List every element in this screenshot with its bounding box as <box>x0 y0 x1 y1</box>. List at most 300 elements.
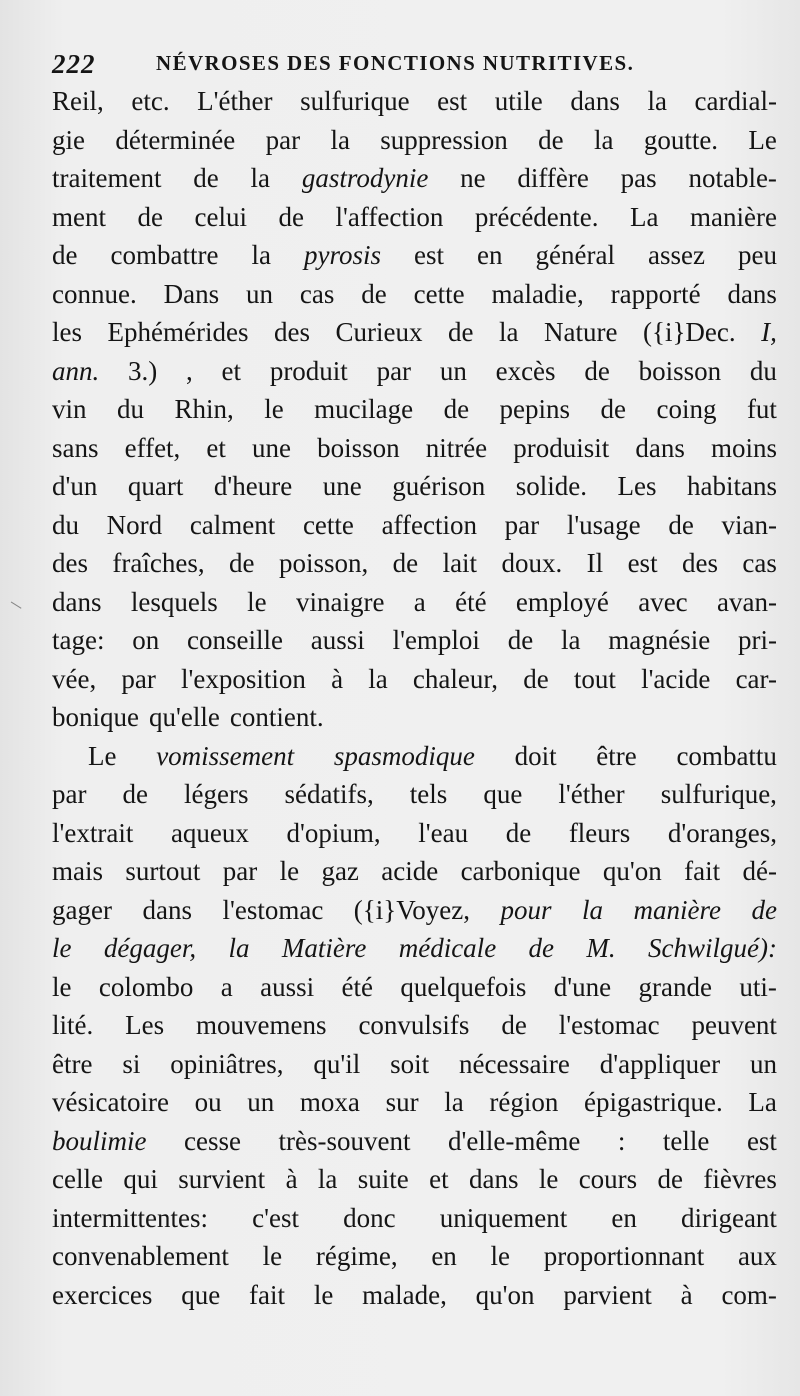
word: et <box>206 432 226 463</box>
word: on <box>132 625 160 655</box>
word: uniquement <box>439 1202 568 1233</box>
word: a <box>220 971 233 1002</box>
word: ne <box>460 163 486 193</box>
word: de <box>668 509 694 540</box>
word: fait <box>684 856 721 886</box>
word: que <box>181 1279 221 1310</box>
word: vinaigre <box>295 586 385 617</box>
word: l'affection <box>335 201 444 232</box>
word: la <box>581 894 603 925</box>
word: moins <box>710 432 777 463</box>
word: aussi <box>260 971 315 1002</box>
word: car- <box>735 663 777 694</box>
word: d'un <box>52 471 98 501</box>
word: des <box>273 317 310 347</box>
body-text <box>52 82 777 1314</box>
word: maladie, <box>491 278 584 309</box>
word: de <box>657 1164 684 1194</box>
word: le <box>538 1164 559 1194</box>
word: tage: <box>52 625 105 655</box>
word: qu'on <box>602 856 662 886</box>
word: ment <box>52 201 106 232</box>
text-line <box>52 583 777 622</box>
word: guérison <box>392 471 486 501</box>
text-line <box>52 198 777 237</box>
word: vésicatoire <box>52 1087 169 1117</box>
word: un <box>750 1048 777 1079</box>
word: légers <box>184 779 249 809</box>
word: com- <box>721 1279 777 1310</box>
word: gaz <box>321 856 359 886</box>
word: épigastrique. <box>584 1087 723 1117</box>
word: produisit <box>513 432 610 463</box>
page-number: 222 <box>52 49 96 79</box>
word: l'usage <box>566 509 641 540</box>
word: ({i}Dec. <box>643 317 736 347</box>
word: de <box>122 779 148 809</box>
text-line <box>52 968 777 1007</box>
word: par <box>376 355 412 386</box>
word: diffère <box>517 163 589 193</box>
text-line <box>52 506 777 545</box>
word: à <box>331 663 344 694</box>
word: fraîches, <box>112 548 205 578</box>
word: la <box>228 933 250 963</box>
word: été <box>455 586 487 617</box>
word: opiniâtres, <box>170 1048 284 1079</box>
word: la <box>368 663 388 694</box>
word: magnésie <box>608 625 711 655</box>
word: malade, <box>362 1279 447 1310</box>
word: affection <box>381 509 478 540</box>
word: Il <box>586 548 604 578</box>
word: fait <box>249 1279 286 1310</box>
word: suppression <box>380 124 508 155</box>
word: par <box>52 779 87 809</box>
word: de <box>193 163 219 193</box>
word: qu'on <box>475 1279 535 1310</box>
text-line <box>52 544 777 583</box>
word: cardial- <box>694 86 777 116</box>
word: la <box>444 1087 464 1117</box>
word: très-souvent <box>278 1125 411 1156</box>
word: utile <box>494 86 543 116</box>
word: spasmodique <box>333 740 475 771</box>
word: par <box>504 509 540 540</box>
word: l'emploi <box>392 625 480 655</box>
word: de <box>600 394 626 424</box>
word: calment <box>189 509 276 540</box>
word: pri- <box>738 625 777 655</box>
word: mouvemens <box>196 1010 327 1040</box>
word: La <box>748 1087 777 1117</box>
word: habitans <box>687 471 777 501</box>
word: , <box>186 355 193 386</box>
word: le <box>264 394 284 424</box>
word: d'heure <box>213 471 293 501</box>
margin-mark <box>7 602 22 616</box>
word: lesquels <box>130 586 218 617</box>
text-line <box>52 852 777 891</box>
word: etc. <box>131 86 170 116</box>
word: d'opium, <box>286 817 381 848</box>
text-line <box>52 698 777 737</box>
word: doit <box>514 740 557 771</box>
word: nitrée <box>425 432 488 463</box>
word: combattre <box>110 240 219 270</box>
word: carbonique <box>460 856 581 886</box>
word: 3.) <box>128 355 158 386</box>
text-line <box>52 275 777 314</box>
word: la <box>251 240 271 270</box>
word: de <box>137 201 163 232</box>
word: conseille <box>187 625 284 655</box>
word: et <box>429 1164 449 1194</box>
word: L'éther <box>197 86 273 116</box>
word: vomissement <box>156 740 295 771</box>
word: vée, <box>52 663 97 694</box>
word: intermittentes: <box>52 1202 208 1233</box>
word: de <box>278 201 304 232</box>
word: notable- <box>688 163 777 193</box>
word: mucilage <box>314 394 414 424</box>
word: Nature <box>544 317 618 347</box>
word: boulimie <box>52 1125 147 1156</box>
word: régime, <box>315 1241 398 1271</box>
word: par <box>222 856 258 886</box>
word: Ephémérides <box>107 317 249 347</box>
word: qui <box>123 1164 158 1194</box>
text-line <box>52 621 777 660</box>
word: telle <box>662 1125 710 1156</box>
word: les <box>52 317 82 347</box>
word: suite <box>357 1164 409 1194</box>
word: tout <box>573 663 616 694</box>
word: vian- <box>721 509 777 540</box>
word: chaleur, <box>412 663 499 694</box>
word: en <box>431 1241 457 1271</box>
word: excès <box>495 355 556 386</box>
word: de <box>448 317 474 347</box>
word: uti- <box>739 971 777 1002</box>
text-line <box>52 1199 777 1238</box>
word: dans <box>52 586 102 617</box>
word: l'estomac <box>222 894 324 925</box>
word: ({i}Voyez, <box>353 894 470 925</box>
word: médicale <box>398 933 497 963</box>
word: des <box>682 548 718 578</box>
word: cas <box>742 548 777 578</box>
word: de <box>523 663 549 694</box>
word: et <box>221 355 242 386</box>
word: convenablement <box>52 1241 229 1271</box>
word: été <box>341 971 374 1002</box>
text-line <box>52 236 777 275</box>
word: rapporté <box>610 278 701 309</box>
word: des <box>52 548 88 578</box>
word: de <box>443 394 470 424</box>
word: celui <box>194 201 247 232</box>
word: Rhin, <box>174 394 234 424</box>
word: le <box>52 971 72 1002</box>
word: grande <box>638 971 713 1002</box>
text-line <box>52 82 777 121</box>
word: c'est <box>252 1202 299 1233</box>
word: le <box>490 1241 511 1271</box>
text-line <box>52 313 777 352</box>
word: dans <box>468 1164 519 1194</box>
word: dirigeant <box>680 1202 777 1233</box>
word: contient. <box>229 702 324 732</box>
word: pour <box>500 894 552 925</box>
word: un <box>246 278 273 309</box>
word: peu <box>737 240 777 270</box>
word: Reil, <box>52 86 104 116</box>
word: sur <box>385 1087 419 1117</box>
word: dé- <box>742 856 777 886</box>
word: Nord <box>106 509 163 540</box>
word: un <box>439 355 467 386</box>
word: peuvent <box>691 1010 777 1040</box>
word: l'extrait <box>52 817 134 848</box>
word: la <box>250 163 271 193</box>
word: en <box>611 1202 637 1233</box>
word: par <box>265 124 301 155</box>
word: général <box>535 240 615 270</box>
word: solide. <box>515 471 587 501</box>
word: connue. <box>52 278 137 309</box>
text-line <box>52 121 777 160</box>
text-line <box>52 467 777 506</box>
word: de <box>505 817 532 848</box>
word: cette <box>302 509 354 540</box>
text-line <box>52 352 777 391</box>
word: celle <box>52 1164 103 1194</box>
word: colombo <box>98 971 194 1002</box>
word: de <box>501 1010 527 1040</box>
word: de <box>52 240 78 270</box>
word: une <box>322 471 362 501</box>
text-line <box>52 429 777 468</box>
word: boisson <box>317 432 400 463</box>
word: mais <box>52 856 103 886</box>
word: avan- <box>717 586 777 617</box>
word: lité. <box>52 1010 94 1040</box>
word: la <box>499 317 519 347</box>
word: par <box>121 663 156 694</box>
word: bonique <box>52 702 139 732</box>
word: coing <box>656 394 717 424</box>
text-line <box>52 1045 777 1084</box>
word: le <box>247 586 267 617</box>
word: est <box>437 86 468 116</box>
word: : <box>617 1125 626 1156</box>
word: la <box>593 124 614 155</box>
word: d'une <box>553 971 612 1002</box>
word: l'acide <box>641 663 711 694</box>
word: boisson <box>638 355 722 386</box>
word: pepins <box>499 394 571 424</box>
text-line <box>52 1237 777 1276</box>
word: donc <box>343 1202 396 1233</box>
word: de <box>361 278 387 309</box>
word: de <box>538 124 564 155</box>
word: est <box>627 548 658 578</box>
word: Schwilgué): <box>648 933 777 963</box>
text-line <box>52 1276 777 1315</box>
word: gie <box>52 124 85 155</box>
word: proportionnant <box>543 1241 705 1271</box>
word: avec <box>638 586 688 617</box>
word: la <box>330 124 350 155</box>
word: traitement <box>52 163 162 193</box>
word: une <box>252 432 291 463</box>
word: d'elle-même <box>448 1125 581 1156</box>
word: tels <box>409 779 448 809</box>
word: sulfurique <box>300 86 410 116</box>
word: ou <box>194 1087 222 1117</box>
word: effet, <box>124 432 181 463</box>
word: précédente. <box>474 201 599 232</box>
word: M. <box>586 933 616 963</box>
text-line <box>52 1122 777 1161</box>
word: sédatifs, <box>284 779 374 809</box>
word: que <box>483 779 523 809</box>
word: l'eau <box>418 817 469 848</box>
word: qu'il <box>313 1048 361 1079</box>
word: la <box>560 625 581 655</box>
word: a <box>413 586 426 617</box>
word: cesse <box>184 1125 241 1156</box>
word: cours <box>578 1164 638 1194</box>
word: d'oranges, <box>667 817 777 848</box>
word: La <box>630 201 659 232</box>
word: manière <box>633 894 721 925</box>
word: sulfurique, <box>660 779 777 809</box>
word: dans <box>142 894 192 925</box>
word: aussi <box>310 625 365 655</box>
word: sans <box>52 432 99 463</box>
word: convulsifs <box>358 1010 470 1040</box>
text-line <box>52 1160 777 1199</box>
word: le <box>52 933 72 963</box>
word: est <box>746 1125 777 1156</box>
word: Curieux <box>335 317 423 347</box>
word: de <box>528 933 555 963</box>
word: être <box>596 740 637 771</box>
word: d'appliquer <box>599 1048 721 1079</box>
word: nécessaire <box>458 1048 570 1079</box>
word: fut <box>746 394 777 424</box>
word: est <box>414 240 445 270</box>
word: à <box>285 1164 298 1194</box>
word: survient <box>178 1164 266 1194</box>
word: de <box>507 625 534 655</box>
word: de <box>584 355 610 386</box>
word: produit <box>269 355 348 386</box>
word: parvient <box>563 1279 652 1310</box>
word: Le <box>748 124 777 155</box>
word: de <box>392 548 419 578</box>
word: poisson, <box>278 548 369 578</box>
word: de <box>751 894 777 925</box>
word: pas <box>620 163 657 193</box>
word: doux. <box>501 548 563 578</box>
word: aux <box>737 1241 777 1271</box>
word: cas <box>299 278 335 309</box>
word: le <box>279 856 300 886</box>
text-line <box>52 660 777 699</box>
text-line <box>52 929 777 968</box>
word: ann. <box>52 355 100 386</box>
word: combattu <box>676 740 777 771</box>
word: être <box>52 1048 93 1079</box>
word: le <box>313 1279 334 1310</box>
word: quelquefois <box>400 971 527 1002</box>
word: dégager, <box>103 933 197 963</box>
word: si <box>122 1048 141 1079</box>
word: un <box>247 1087 275 1117</box>
word: l'exposition <box>181 663 306 694</box>
word: de <box>229 548 255 578</box>
word: le <box>262 1241 283 1271</box>
word: dans <box>570 86 620 116</box>
text-line <box>52 1083 777 1122</box>
word: lait <box>442 548 478 578</box>
word: cette <box>413 278 465 309</box>
word: vin <box>52 394 87 424</box>
word: I, <box>761 317 777 347</box>
word: gager <box>52 894 112 925</box>
word: l'éther <box>558 779 625 809</box>
word: du <box>116 394 144 424</box>
word: soit <box>390 1048 430 1079</box>
word: dans <box>635 432 685 463</box>
word: assez <box>648 240 705 270</box>
word: région <box>489 1087 559 1117</box>
text-line <box>52 775 777 814</box>
running-head: NÉVROSES DES FONCTIONS NUTRITIVES. <box>156 51 635 75</box>
word: manière <box>690 201 777 232</box>
word: du <box>749 355 777 386</box>
word: exercices <box>52 1279 153 1310</box>
word: employé <box>515 586 609 617</box>
word: fièvres <box>703 1164 777 1194</box>
word: gastrodynie <box>301 163 429 193</box>
word: Les <box>617 471 657 501</box>
word: aqueux <box>170 817 249 848</box>
word: du <box>52 509 79 540</box>
text-line <box>52 737 777 776</box>
text-line <box>52 891 777 930</box>
word: déterminée <box>115 124 236 155</box>
word: acide <box>381 856 439 886</box>
word: la <box>647 86 667 116</box>
word: surtout <box>125 856 201 886</box>
word: la <box>317 1164 338 1194</box>
word: Le <box>88 740 117 771</box>
word: Matière <box>281 933 367 963</box>
word: dans <box>727 278 777 309</box>
word: Dans <box>163 278 220 309</box>
word: Les <box>125 1010 165 1040</box>
word: l'estomac <box>558 1010 660 1040</box>
word: qu'elle <box>149 702 220 732</box>
text-line <box>52 390 777 429</box>
word: fleurs <box>568 817 631 848</box>
word: à <box>680 1279 693 1310</box>
page-header <box>52 43 762 79</box>
